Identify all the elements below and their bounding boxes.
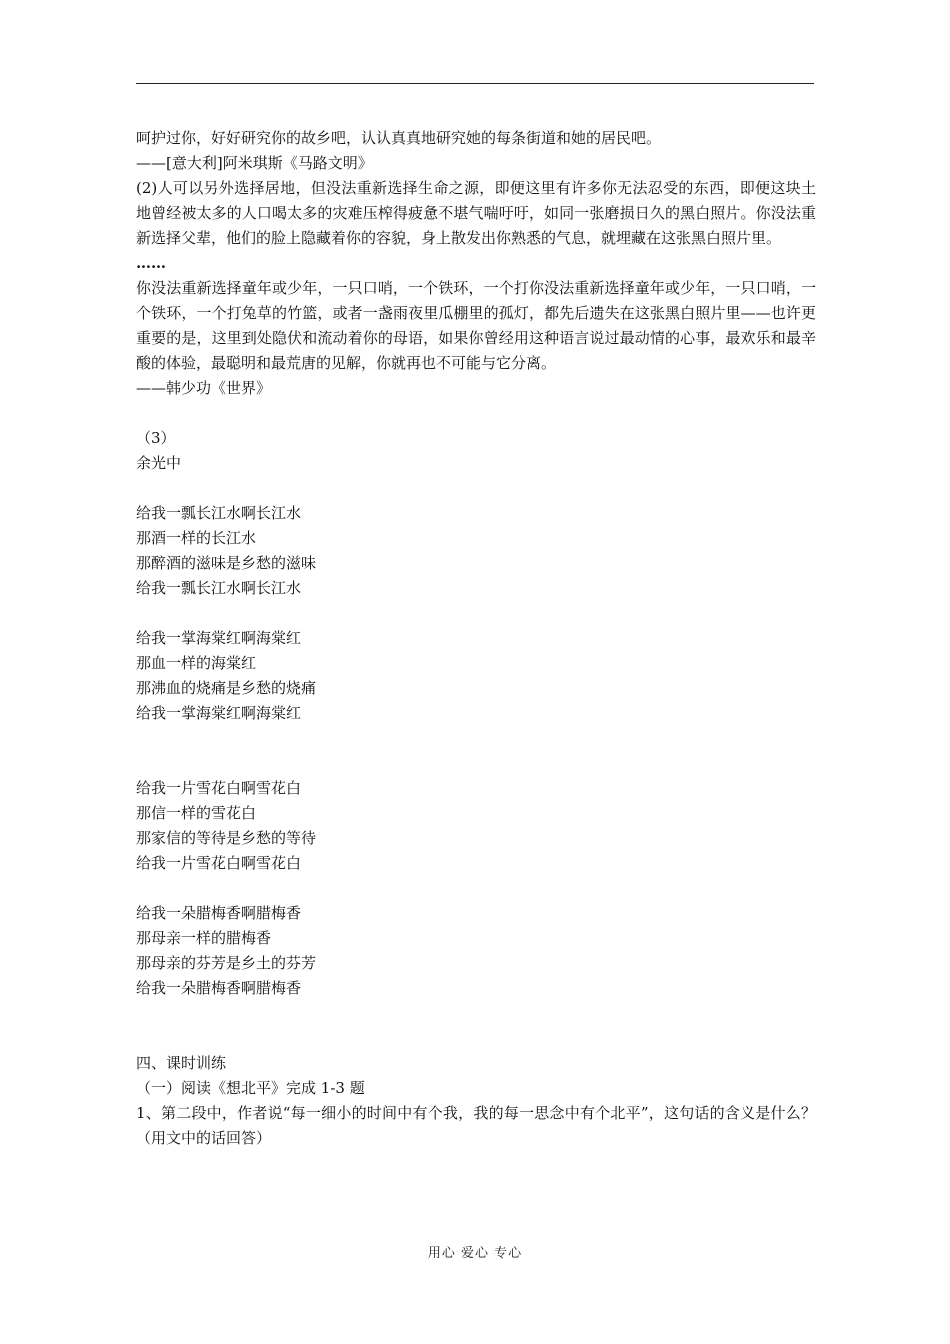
poem-line: 那家信的等待是乡愁的等待 bbox=[136, 829, 317, 847]
poem-line: 给我一瓢长江水啊长江水 bbox=[136, 579, 302, 597]
excerpt1-source: ——[意大利]阿米琪斯《马路文明》 bbox=[136, 154, 373, 172]
poem-line: 那母亲的芬芳是乡土的芬芳 bbox=[136, 954, 317, 972]
poem-line: 给我一掌海棠红啊海棠红 bbox=[136, 704, 302, 722]
poem-line: 那沸血的烧痛是乡愁的烧痛 bbox=[136, 679, 317, 697]
section-heading: 四、课时训练 bbox=[136, 1054, 227, 1072]
poem-line: 那酒一样的长江水 bbox=[136, 529, 257, 547]
poem-line: 给我一片雪花白啊雪花白 bbox=[136, 854, 302, 872]
poem-line: 给我一朵腊梅香啊腊梅香 bbox=[136, 904, 302, 922]
excerpt2-source: ——韩少功《世界》 bbox=[136, 379, 272, 397]
poem-line: 给我一朵腊梅香啊腊梅香 bbox=[136, 979, 302, 997]
document-body bbox=[136, 126, 816, 1151]
excerpt2-para2: 你没法重新选择童年或少年，一只口哨，一个铁环，一个打你没法重新选择童年或少年，一只口哨，一个铁环，一个打兔草的竹篮，或者一盏雨夜里瓜棚里的孤灯，都先后遗失在这张黑白照片里——也许更重要的是，这里到处隐伏和流动着你的母语，如果你曾经用这种语言说过最动情的心事，最欢乐和最辛酸的体验，最聪明和最荒唐的见解，你就再也不可能与它分离。 bbox=[136, 279, 816, 372]
poem-line: 给我一片雪花白啊雪花白 bbox=[136, 779, 302, 797]
excerpt2-para1: (2)人可以另外选择居地，但没法重新选择生命之源，即便这里有许多你无法忍受的东西，即便这块土地曾经被太多的人口喝太多的灾难压榨得疲惫不堪气喘吁吁，如同一张磨损日久的黑白照片。你没法重新选择父辈，他们的脸上隐藏着你的容貌，身上散发出你熟悉的气息，就埋藏在这张黑白照片里。 bbox=[136, 179, 816, 247]
poem-number: （3） bbox=[136, 429, 176, 447]
page-footer: 用心 爱心 专心 bbox=[427, 1246, 523, 1261]
excerpt1-text: 呵护过你，好好研究你的故乡吧，认认真真地研究她的每条街道和她的居民吧。 bbox=[136, 129, 662, 147]
poem-line: 那信一样的雪花白 bbox=[136, 804, 257, 822]
section-subheading: （一）阅读《想北平》完成 1-3 题 bbox=[136, 1079, 365, 1097]
poem-line: 那血一样的海棠红 bbox=[136, 654, 257, 672]
poem-line: 那醉酒的滋味是乡愁的滋味 bbox=[136, 554, 317, 572]
header-rule bbox=[136, 83, 814, 84]
poem-line: 给我一瓢长江水啊长江水 bbox=[136, 504, 302, 522]
poem-line: 给我一掌海棠红啊海棠红 bbox=[136, 629, 302, 647]
ellipsis: …… bbox=[136, 254, 166, 272]
question-1: 1、第二段中，作者说“每一细小的时间中有个我，我的每一思念中有个北平”，这句话的含义是什么？（用文中的话回答） bbox=[136, 1104, 816, 1147]
poem-line: 那母亲一样的腊梅香 bbox=[136, 929, 272, 947]
poem-author: 余光中 bbox=[136, 454, 182, 472]
